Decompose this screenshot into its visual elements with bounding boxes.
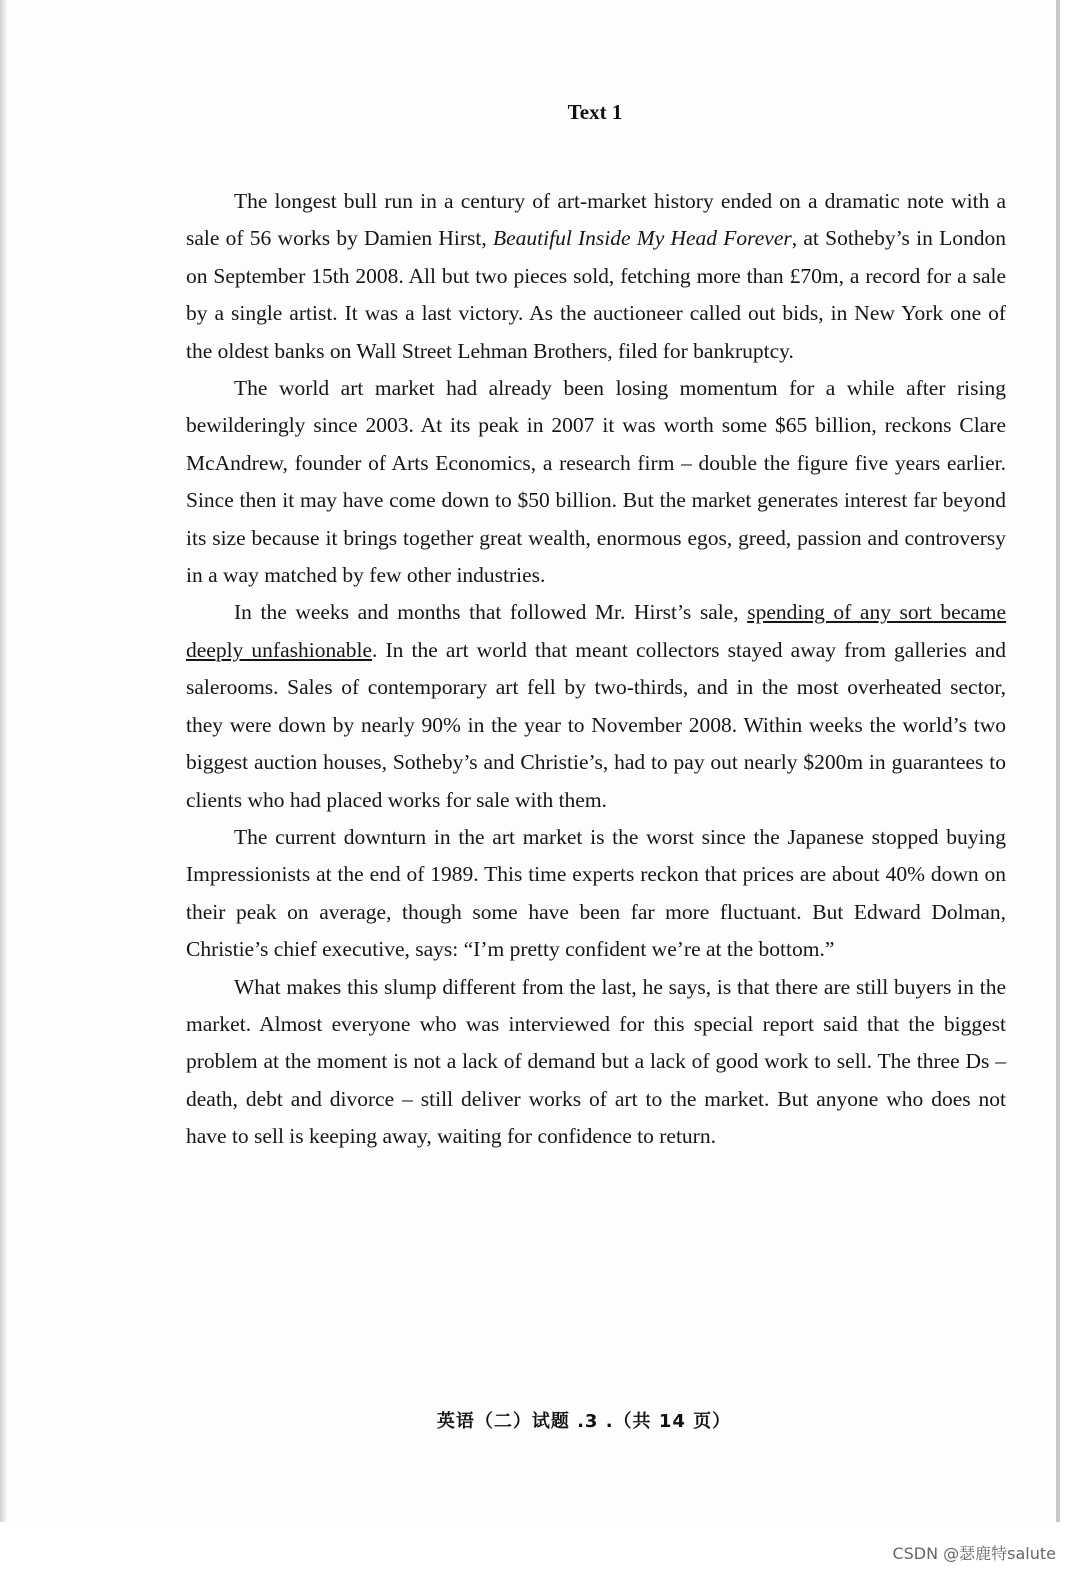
page-footer: 英语（二）试题 .3 .（共 14 页）: [436, 1411, 732, 1432]
paragraph-2: The world art market had already been losing momentum for a while after rising bewilderingly since 2003. At its peak in 2007 it was worth some $65 billion, reckons Clare McAndrew, founder of Arts Economics, a research firm – double the figure five years earlier. Since then it may have come down to $50 billion. But the market generates interest far beyond its size because it brings together great wealth, enormous egos, greed, passion and controversy in a way matched by few other industries.: [186, 376, 1006, 588]
passage: [186, 183, 1006, 1156]
paragraph-1: [186, 183, 1006, 370]
paragraph-1-text-b: , at Sotheby’s in London on September 15th 2008. All but two pieces sold, fetching more than £70m, a record for a sale by a single artist. It was a last victory. As the auctioneer called out bids, in New York one of the oldest banks on Wall Street Lehman Brothers, filed for bankruptcy.: [186, 226, 1006, 363]
paragraph-3-text-b: . In the art world that meant collectors stayed away from galleries and salerooms. Sales of contemporary art fell by two-thirds, and in the most overheated sector, they were down by nearly 90% in the year to November 2008. Within weeks the world’s two biggest auction houses, Sotheby’s and Christie’s, had to pay out nearly $200m in guarantees to clients who had placed works for sale with them.: [186, 637, 1006, 812]
paragraph-4: The current downturn in the art market is the worst since the Japanese stopped buying Impressionists at the end of 1989. This time experts reckon that prices are about 40% down on their peak on average, though some have been far more fluctuant. But Edward Dolman, Christie’s chief executive, says: “I’m pretty confident we’re at the bottom.”: [186, 824, 1006, 962]
text-title: Text 1: [567, 100, 623, 124]
paragraph-1-text-a: The longest bull run in a century of art-market history ended on a dramatic note with a sale of 56 works by Damien Hirst,: [186, 189, 1006, 251]
paragraph-3-text-a: In the weeks and months that followed Mr. Hirst’s sale,: [234, 600, 748, 625]
paragraph-3: [186, 594, 1006, 818]
artwork-title: Beautiful Inside My Head Forever: [492, 226, 792, 251]
underlined-phrase: spending of any sort became deeply unfashionable: [186, 600, 1006, 662]
paragraph-5: What makes this slump different from the last, he says, is that there are still buyers in the market. Almost everyone who was interviewed for this special report said that the biggest problem at the moment is not a lack of demand but a lack of good work to sell. The three Ds – death, debt and divorce – still deliver works of art to the market. But anyone who does not have to sell is keeping away, waiting for confidence to return.: [186, 974, 1006, 1149]
paper-edge: [1056, 0, 1060, 1522]
csdn-watermark: CSDN @瑟鹿特salute: [892, 1544, 1056, 1563]
scan-shadow: [0, 0, 8, 1522]
